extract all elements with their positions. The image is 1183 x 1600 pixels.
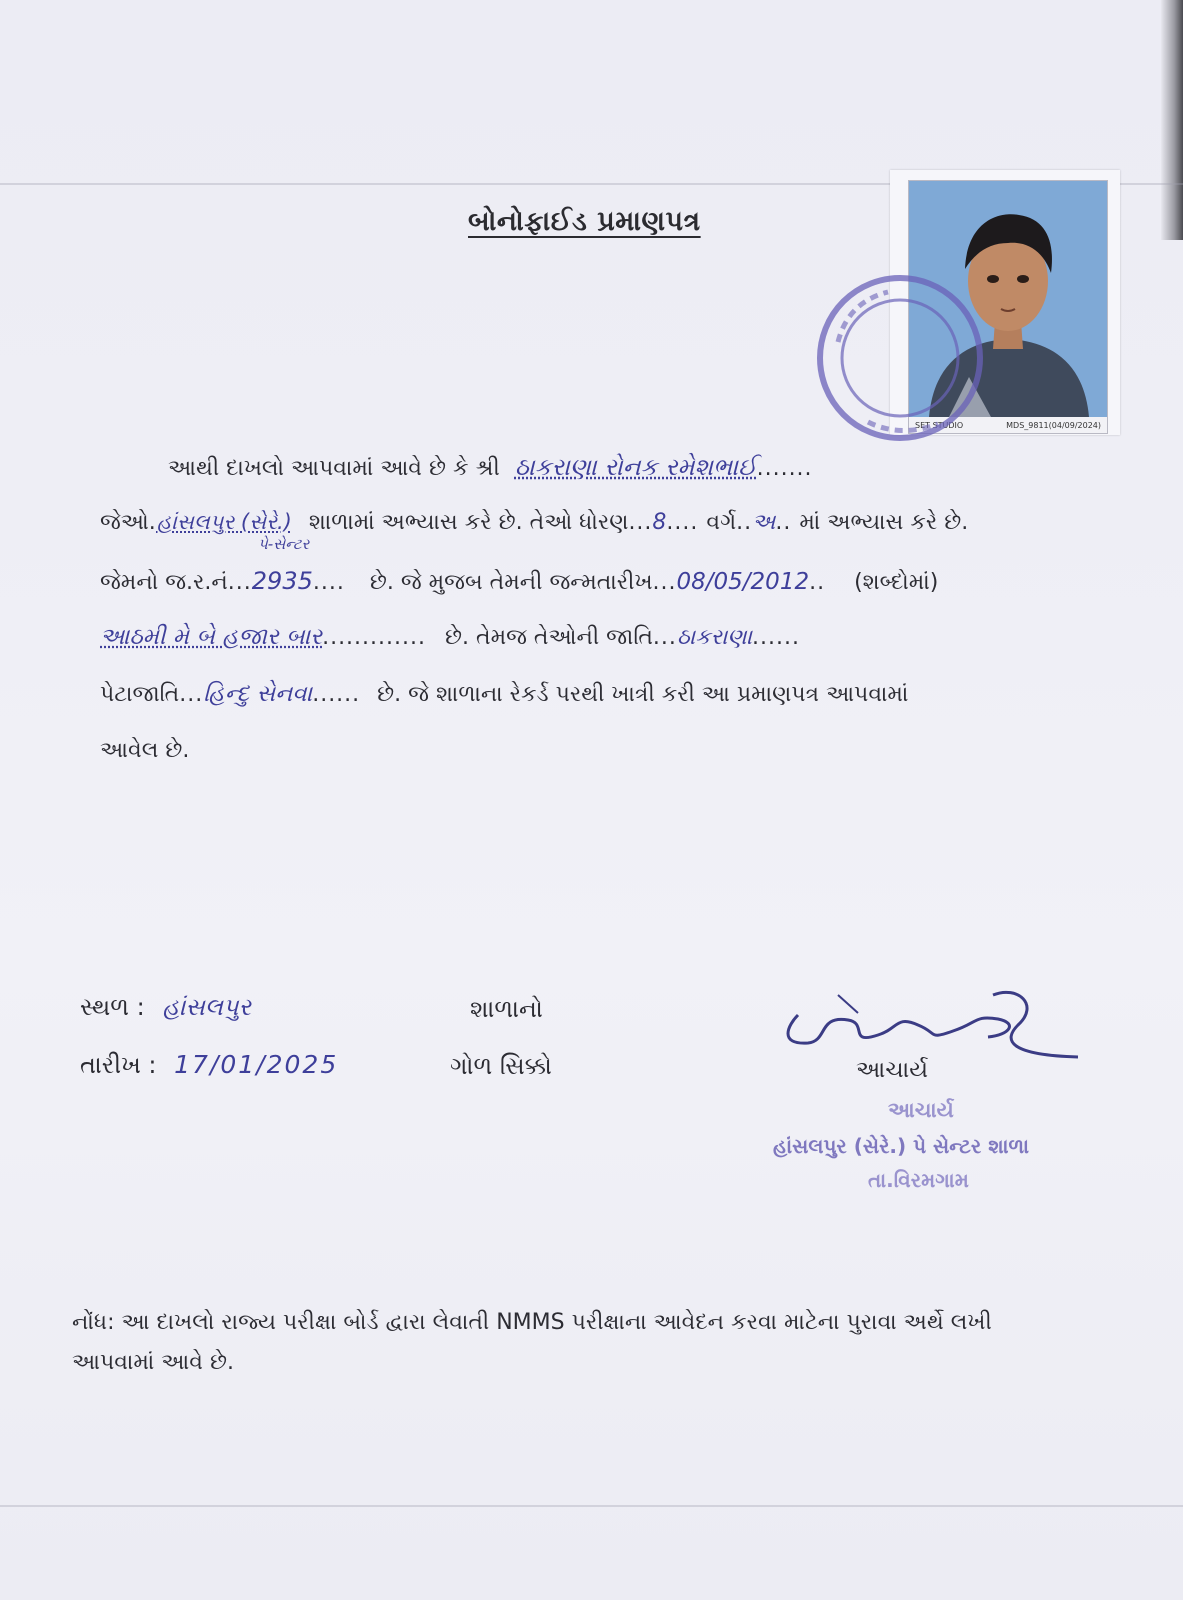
caste-field: ઠાકરાણા [676, 625, 752, 650]
body-line-5-prefix: પેટાજાતિ [100, 682, 180, 707]
photo-studio-label: SET STUDIO [915, 420, 964, 430]
body-line-2-prefix: જેઓ [100, 510, 149, 535]
date-value: 17/01/2025 [174, 1050, 339, 1079]
school-sub-field: પે-સેન્ટર [258, 535, 310, 553]
body-line-1-prefix: આથી દાખલો આપવામાં આવે છે કે શ્રી [168, 456, 500, 481]
note-line-2: આપવામાં આવે છે. [72, 1350, 234, 1375]
body-line-5: પેટાજાતિ...હિન્દુ સેનવા...... છે. જે શાળાના રેકર્ડ પરથી ખાત્રી કરી આ પ્રમાણપત્ર આપવામાં [100, 681, 909, 707]
body-line-4: આઠમી મે બે હજાર બાર............. છે. તેમજ તેઓની જાતિ...ઠાકરાણા...... [100, 624, 800, 650]
principal-signature-icon [778, 985, 1088, 1085]
gr-number-field: 2935 [251, 567, 313, 595]
body-line-3: જેમનો જ.ર.નં...2935.... છે. જે મુજબ તેમની જન્મતારીખ...08/05/2012.. (શબ્દોમાં) [100, 567, 939, 595]
student-name-field: ઠાકરાણા રોનક રમેશભાઈ [514, 453, 757, 481]
body-line-2-mid: શાળામાં અભ્યાસ કરે છે. તેઓ ધોરણ [308, 510, 629, 535]
dotted-fill: ....... [756, 456, 813, 481]
note-line-1: નોંધ: આ દાખલો રાજ્ય પરીક્ષા બોર્ડ દ્વારા લેવાતી NMMS પરીક્ષાના આવેદન કરવા માટેના પુરાવા અર્થે લખી [72, 1310, 992, 1335]
body-line-6: આવેલ છે. [100, 738, 190, 763]
place-label: સ્થળ : [80, 993, 145, 1021]
stamp-school-text: હાંસલપુર (સેરે.) પે સેન્ટર શાળા [773, 1134, 1030, 1158]
body-line-3-suffix: (શબ્દોમાં) [854, 570, 939, 595]
date-row [80, 1050, 338, 1079]
seal-label-line2: ગોળ સિક્કો [450, 1052, 552, 1080]
division-field: અ [752, 510, 776, 535]
seal-label-line1: શાળાનો [470, 995, 543, 1023]
school-name-field: હાંસલપુર (સેરે.) [156, 510, 292, 534]
birth-date-field: 08/05/2012 [676, 569, 810, 595]
principal-label: આચાર્ય [856, 1057, 929, 1083]
footer-note [72, 1303, 1072, 1383]
body-line-3-prefix: જેમનો જ.ર.નં [100, 570, 228, 595]
body-line-5-suffix: છે. જે શાળાના રેકર્ડ પરથી ખાત્રી કરી આ પ્રમાણપત્ર આપવામાં [377, 682, 909, 707]
photo-id-label: MDS_9811(04/09/2024) [1006, 420, 1101, 430]
body-line-1 [168, 453, 813, 481]
body-line-3-mid: છે. જે મુજબ તેમની જન્મતારીખ [369, 570, 653, 595]
class-label: વર્ગ [706, 510, 737, 535]
place-row [80, 993, 251, 1021]
stamp-principal-text: આચાર્ય [888, 1098, 954, 1122]
body-line-2-suffix: માં અભ્યાસ કરે છે. [799, 510, 969, 535]
stamp-taluka-text: તા.વિરમગામ [868, 1168, 969, 1192]
paper-fold-line [0, 1505, 1183, 1507]
certificate-title: બોનોફાઈડ પ્રમાણપત્ર [468, 206, 701, 237]
round-stamp-icon [808, 272, 1008, 452]
body-line-4-mid: છે. તેમજ તેઓની જાતિ [445, 625, 653, 650]
birth-date-words-field: આઠમી મે બે હજાર બાર [100, 624, 323, 650]
place-value: હાંસલપુર [162, 993, 251, 1021]
body-line-2: જેઓ.હાંસલપુર (સેરે.) શાળામાં અભ્યાસ કરે છે. તેઓ ધોરણ...8.... વર્ગ..અ.. માં અભ્યાસ કરે છે. [100, 510, 969, 535]
standard-field: 8 [652, 510, 667, 535]
background-edge [1161, 0, 1183, 240]
date-label: તારીખ : [80, 1051, 157, 1079]
sub-caste-field: હિન્દુ સેનવા [203, 681, 313, 707]
